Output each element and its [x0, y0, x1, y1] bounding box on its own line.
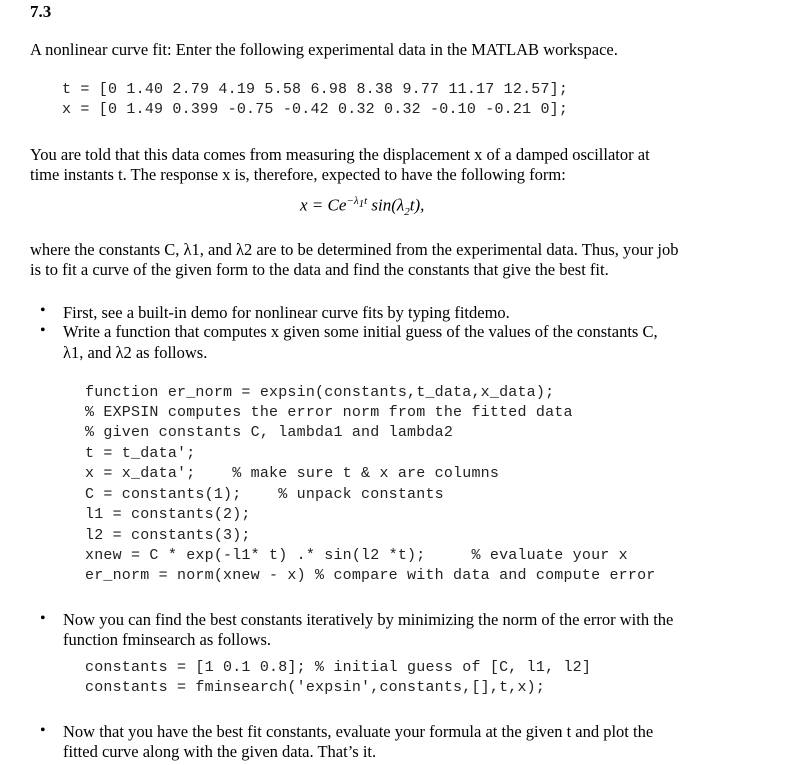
intro-text: A nonlinear curve fit: Enter the following experimental data in the MATLAB workspace.: [30, 40, 618, 59]
section-number: 7.3: [30, 2, 52, 21]
formula-sin-sub: 2: [404, 206, 410, 219]
formula-exp-t: t: [364, 195, 368, 207]
code-line: t = t_data';: [85, 445, 196, 462]
code-line: x = x_data'; % make sure t & x are columns: [85, 465, 500, 482]
formula-exp-lambda: −λ: [346, 195, 359, 207]
formula-exp-sub: 1: [358, 198, 365, 211]
para2-line2: is to fit a curve of the given form to the data and find the constants that give the best fit.: [30, 260, 609, 279]
data-line-x: x = [0 1.49 0.399 -0.75 -0.42 0.32 0.32 -0.10 -0.21 0];: [62, 101, 569, 118]
bullet-icon: •: [40, 722, 46, 739]
bullet-icon: •: [40, 610, 46, 627]
code-line: l2 = constants(3);: [85, 527, 251, 544]
code-line: l1 = constants(2);: [85, 506, 251, 523]
formula: [300, 195, 424, 218]
para1-line2: time instants t. The response x is, therefore, expected to have the following form:: [30, 165, 566, 184]
bullet2-line1: Write a function that computes x given some initial guess of the values of the constants C,: [63, 322, 658, 341]
code-line: constants = fminsearch('expsin',constants,[],t,x);: [85, 679, 546, 696]
bullet4-line1: Now that you have the best fit constants, evaluate your formula at the given t and plot the: [63, 722, 654, 741]
bullet-icon: •: [40, 302, 46, 319]
code-line: function er_norm = expsin(constants,t_data,x_data);: [85, 384, 555, 401]
formula-lhs: x = Ce: [300, 195, 347, 215]
formula-sin: sin(λ: [367, 195, 405, 215]
bullet4-line2: fitted curve along with the given data. That’s it.: [63, 742, 377, 761]
para1-line1: You are told that this data comes from measuring the displacement x of a damped oscillator at: [30, 145, 650, 164]
code-line: % EXPSIN computes the error norm from the fitted data: [85, 404, 573, 421]
code-line: er_norm = norm(xnew - x) % compare with data and compute error: [85, 567, 656, 584]
data-line-t: t = [0 1.40 2.79 4.19 5.58 6.98 8.38 9.77 11.17 12.57];: [62, 81, 569, 98]
code-line: C = constants(1); % unpack constants: [85, 486, 444, 503]
bullet2-line2: λ1, and λ2 as follows.: [63, 343, 208, 362]
bullet-icon: •: [40, 322, 46, 339]
code-line: % given constants C, lambda1 and lambda2: [85, 424, 454, 441]
bullet1-text: First, see a built-in demo for nonlinear curve fits by typing fitdemo.: [63, 303, 510, 322]
code-line: xnew = C * exp(-l1* t) .* sin(l2 *t); % evaluate your x: [85, 547, 628, 564]
code-line: constants = [1 0.1 0.8]; % initial guess of [C, l1, l2]: [85, 659, 592, 676]
bullet3-line2: function fminsearch as follows.: [63, 630, 272, 649]
bullet3-line1: Now you can find the best constants iteratively by minimizing the norm of the error with the: [63, 610, 674, 629]
para2-line1: where the constants C, λ1, and λ2 are to be determined from the experimental data. Thus, your job: [30, 240, 679, 259]
formula-sin-end: t),: [409, 195, 425, 215]
